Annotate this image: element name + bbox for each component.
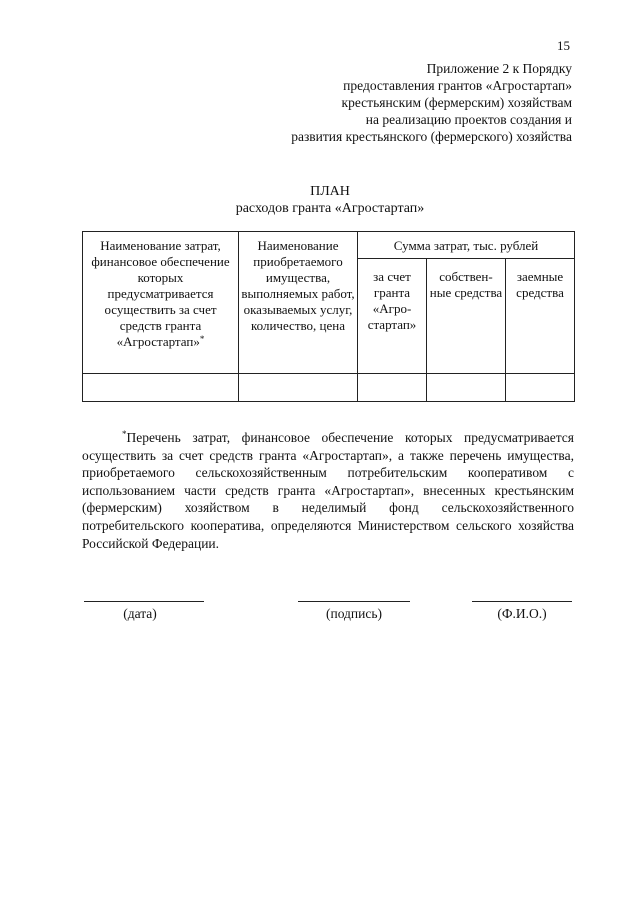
page-number: 15 (557, 38, 570, 53)
footnote-marker: * (122, 429, 127, 439)
appendix-header (291, 60, 572, 145)
appendix-line: Приложение 2 к Порядку (426, 61, 572, 76)
table-cell[interactable] (358, 374, 427, 402)
header-cost-name (83, 232, 239, 374)
header-item-name: Наименование приобретаемого имущества, выполняемых работ, оказываемых услуг, количество, цена (239, 232, 358, 374)
cost-plan-table (82, 231, 575, 402)
name-label: (Ф.И.О.) (497, 606, 547, 621)
plan-title-main: ПЛАН (310, 184, 350, 199)
appendix-line: крестьянским (фермерским) хозяйствам (341, 95, 572, 110)
plan-title-sub: расходов гранта «Агростартап» (235, 201, 425, 216)
appendix-line: предоставления грантов «Агростартап» (343, 78, 572, 93)
name-line[interactable] (472, 601, 572, 602)
footnote (82, 429, 574, 552)
header-borrowed-funds: заемные средства (506, 259, 575, 374)
signature-label: (подпись) (325, 606, 383, 621)
header-grant-funds: за счет гранта «Агро-стартап» (358, 259, 427, 374)
header-cost-name-text: Наименование затрат, финансовое обеспечение которых предусматривается осуществить за счет средств гранта «Агростартап» (91, 238, 230, 349)
header-sum: Сумма затрат, тыс. рублей (358, 232, 575, 259)
header-own-funds: собствен-ные средства (427, 259, 506, 374)
footnote-marker: * (199, 334, 205, 344)
plan-title (0, 183, 640, 217)
appendix-line: на реализацию проектов создания и (365, 112, 572, 127)
date-line[interactable] (84, 601, 204, 602)
table-cell[interactable] (83, 374, 239, 402)
signature-line[interactable] (298, 601, 410, 602)
table-row (83, 374, 575, 402)
table-cell[interactable] (427, 374, 506, 402)
appendix-line: развития крестьянского (фермерского) хозяйства (291, 129, 572, 144)
table-cell[interactable] (506, 374, 575, 402)
date-label: (дата) (123, 606, 157, 621)
table-header-row (83, 232, 575, 259)
footnote-text: Перечень затрат, финансовое обеспечение которых предусматривается осуществить за счет средств гранта «Агростартап», а также перечень имущества, приобретаемого сельскохозяйственным потребительским кооперативом с использованием части средств гранта «Агростартап», внесенных крестьянским (фермерским) хозяйством в неделимый фонд сельскохозяйственного потребительского кооператива, определяются Министерством сельского хозяйства Российской Федерации. (82, 430, 574, 551)
table-cell[interactable] (239, 374, 358, 402)
